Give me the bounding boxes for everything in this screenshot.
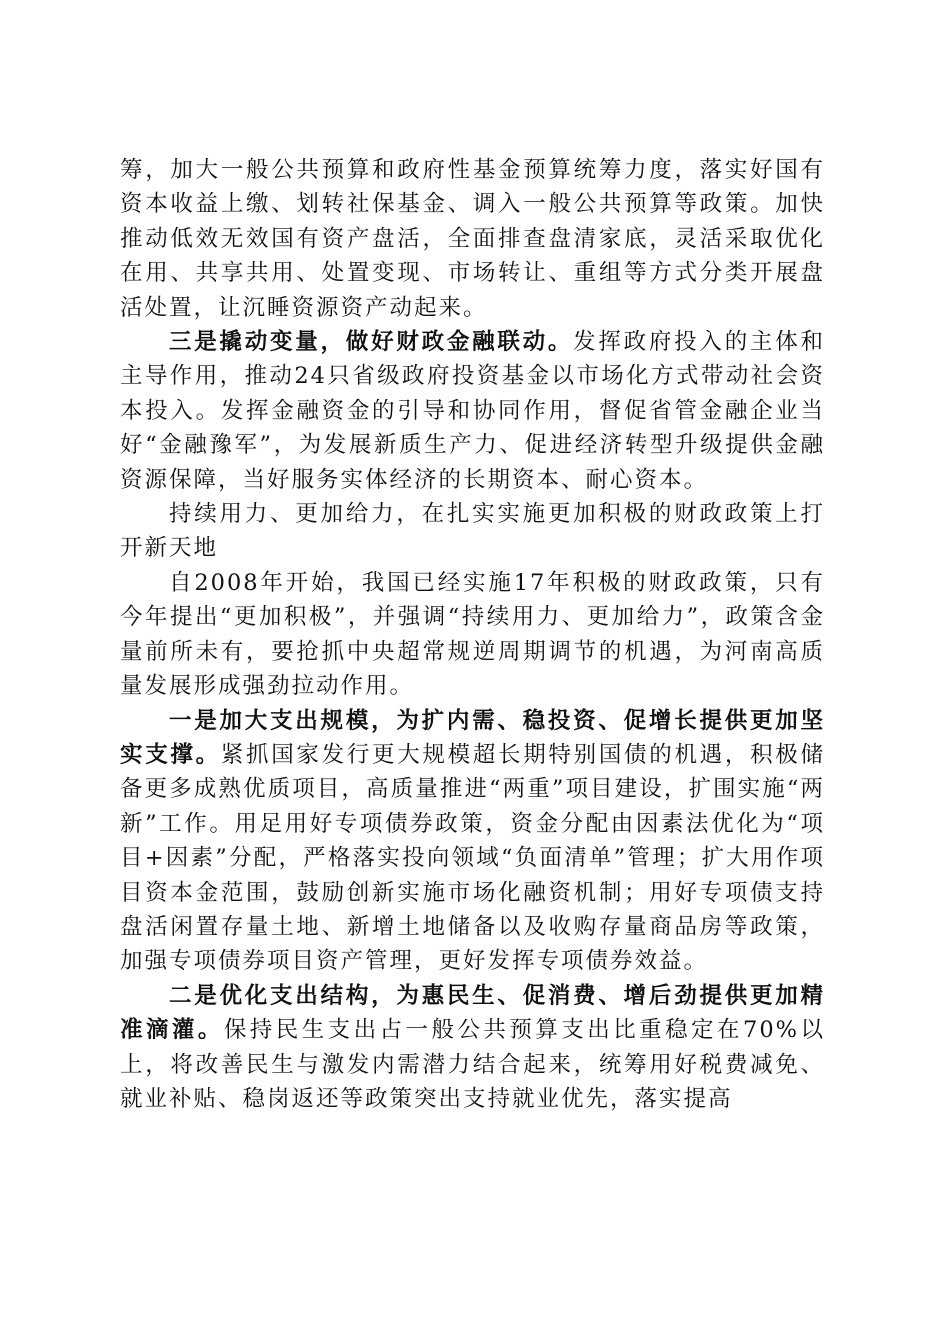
- document-body: [120, 153, 825, 1116]
- paragraph-2: [120, 325, 825, 497]
- paragraph-5-lead: 一是加大支出规模，为扩内需、稳投资、促增长提供更加坚实支撑。: [120, 707, 825, 768]
- paragraph-5: [120, 704, 825, 979]
- paragraph-4: [120, 566, 825, 704]
- paragraph-6-lead: 二是优化支出结构，为惠民生、促消费、增后劲提供更加精准滴灌。: [120, 982, 825, 1044]
- paragraph-1: [120, 153, 825, 325]
- section-heading: [120, 497, 825, 566]
- section-heading-text: 持续用力、更加给力，在扎实实施更加积极的财政政策上打开新天地: [120, 501, 825, 562]
- paragraph-6-text: 保持民生支出占一般公共预算支出比重稳定在70%以上，将改善民生与激发内需潜力结合起来，统筹用好税费减免、就业补贴、稳岗返还等政策突出支持就业优先，落实提高: [120, 1017, 825, 1112]
- paragraph-4-text: 自2008年开始，我国已经实施17年积极的财政政策，只有今年提出“更加积极”，并强调“持续用力、更加给力”，政策含金量前所未有，要抢抓中央超常规逆周期调节的机遇，为河南高质量发展形成强劲拉动作用。: [120, 569, 825, 700]
- paragraph-2-lead: 三是撬动变量，做好财政金融联动。: [169, 329, 574, 356]
- paragraph-1-text: 筹，加大一般公共预算和政府性基金预算统筹力度，落实好国有资本收益上缴、划转社保基金、调入一般公共预算等政策。加快推动低效无效国有资产盘活，全面排查盘清家底，灵活采取优化在用、共享共用、处置变现、市场转让、重组等方式分类开展盘活处置，让沉睡资源资产动起来。: [120, 157, 825, 321]
- paragraph-2-text: 发挥政府投入的主体和主导作用，推动24只省级政府投资基金以市场化方式带动社会资本投入。发挥金融资金的引导和协同作用，督促省管金融企业当好“金融豫军”，为发展新质生产力、促进经济转型升级提供金融资源保障，当好服务实体经济的长期资本、耐心资本。: [120, 329, 825, 493]
- paragraph-5-text: 紧抓国家发行更大规模超长期特别国债的机遇，积极储备更多成熟优质项目，高质量推进“两重”项目建设，扩围实施“两新”工作。用足用好专项债券政策，资金分配由因素法优化为“项目+因素”分配，严格落实投向领域“负面清单”管理；扩大用作项目资本金范围，鼓励创新实施市场化融资机制；用好专项债支持盘活闲置存量土地、新增土地储备以及收购存量商品房等政策，加强专项债券项目资产管理，更好发挥专项债券效益。: [120, 741, 825, 975]
- paragraph-6: [120, 979, 825, 1117]
